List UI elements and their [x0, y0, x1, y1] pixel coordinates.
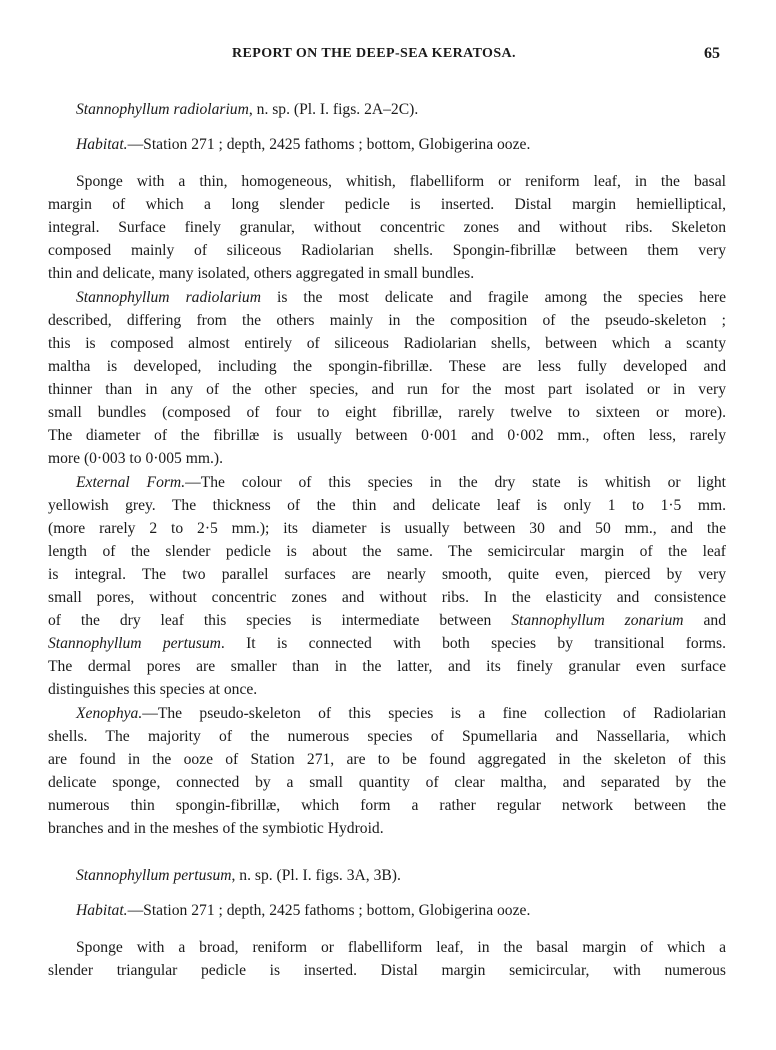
paragraph-line: (more rarely 2 to 2·5 mm.); its diameter is usually between 30 and 50 mm., and the	[48, 520, 726, 537]
species-name-inline: Stannophyllum zonarium	[511, 612, 684, 629]
paragraph-line: more (0·003 to 0·005 mm.).	[48, 450, 223, 467]
habitat-text: —Station 271 ; depth, 2425 fathoms ; bottom, Globigerina ooze.	[127, 136, 531, 153]
paragraph-line: The diameter of the fibrillæ is usually between 0·001 and 0·002 mm., often less, rarely	[48, 427, 726, 444]
paragraph-line: yellowish grey. The thickness of the thin and delicate leaf is only 1 to 1·5 mm.	[48, 497, 726, 514]
habitat-label: Habitat.	[76, 902, 128, 919]
habitat-label: Habitat.	[76, 136, 128, 153]
description-line: Sponge with a broad, reniform or flabelliform leaf, in the basal margin of which a	[76, 939, 726, 956]
paragraph-text: of the dry leaf this species is intermediate between	[48, 612, 512, 629]
paragraph-text: . It is connected with both species by transitional forms.	[220, 635, 726, 652]
paragraph-line: thinner than in any of the other species, and run for the most part isolated or in very	[48, 381, 726, 398]
habitat-line	[76, 901, 754, 921]
paragraph-line: numerous thin spongin-fibrillæ, which form a rather regular network between the	[48, 797, 726, 814]
running-title: REPORT ON THE DEEP-SEA KERATOSA.	[232, 46, 516, 61]
paragraph-text: and	[683, 612, 726, 629]
paragraph-line: small pores, without concentric zones and without ribs. In the elasticity and consistence	[48, 589, 726, 606]
paragraph-text: is the most delicate and fragile among the species here	[260, 289, 726, 306]
paragraph-line: length of the slender pedicle is about the same. The semicircular margin of the leaf	[48, 543, 726, 560]
xenophya-label: Xenophya.	[76, 705, 143, 722]
running-header	[0, 46, 776, 68]
description-line: margin of which a long slender pedicle is inserted. Distal margin hemielliptical,	[48, 196, 726, 213]
paragraph-line: distinguishes this species at once.	[48, 681, 258, 698]
page-number: 65	[704, 45, 720, 62]
paragraph-line: branches and in the meshes of the symbiotic Hydroid.	[48, 820, 384, 837]
paragraph-line	[48, 634, 726, 654]
external-form-line	[76, 473, 726, 493]
paragraph-line: maltha is developed, including the spongin-fibrillæ. These are less fully developed and	[48, 358, 726, 375]
species-figure-ref: , n. sp. (Pl. I. figs. 3A, 3B).	[231, 867, 401, 884]
xenophya-line	[76, 704, 726, 724]
description-line: composed mainly of siliceous Radiolarian shells. Spongin-fibrillæ between them very	[48, 242, 726, 259]
paragraph-line: The dermal pores are smaller than in the latter, and its finely granular even surface	[48, 658, 726, 675]
habitat-text: —Station 271 ; depth, 2425 fathoms ; bottom, Globigerina ooze.	[127, 902, 531, 919]
species-heading-pertusum	[76, 866, 754, 886]
description-line: slender triangular pedicle is inserted. Distal margin semicircular, with numerous	[48, 962, 726, 979]
description-line: Sponge with a thin, homogeneous, whitish, flabelliform or reniform leaf, in the basal	[76, 173, 726, 190]
paragraph-line: small bundles (composed of four to eight fibrillæ, rarely twelve to sixteen or more).	[48, 404, 726, 421]
habitat-line	[76, 135, 754, 155]
description-line: integral. Surface finely granular, without concentric zones and without ribs. Skeleton	[48, 219, 726, 236]
paragraph-line: this is composed almost entirely of siliceous Radiolarian shells, between which a scanty	[48, 335, 726, 352]
description-line: thin and delicate, many isolated, others aggregated in small bundles.	[48, 265, 475, 282]
paragraph-line: shells. The majority of the numerous species of Spumellaria and Nassellaria, which	[48, 728, 726, 745]
paragraph-line: is integral. The two parallel surfaces are nearly smooth, quite even, pierced by very	[48, 566, 726, 583]
species-heading-radiolarium	[76, 100, 754, 120]
species-name: Stannophyllum radiolarium	[76, 101, 249, 118]
species-name-inline: Stannophyllum pertusum	[48, 635, 221, 652]
paragraph-line: delicate sponge, connected by a small quantity of clear maltha, and separated by the	[48, 774, 726, 791]
species-name: Stannophyllum pertusum	[76, 867, 232, 884]
paragraph-line	[76, 288, 726, 308]
paragraph-line: are found in the ooze of Station 271, are to be found aggregated in the skeleton of this	[48, 751, 726, 768]
paragraph-text: —The colour of this species in the dry state is whitish or light	[185, 474, 726, 491]
paragraph-line	[48, 611, 726, 631]
species-figure-ref: , n. sp. (Pl. I. figs. 2A–2C).	[248, 101, 419, 118]
species-name-inline: Stannophyllum radiolarium	[76, 289, 261, 306]
paragraph-line: described, differing from the others mainly in the composition of the pseudo-skeleton ;	[48, 312, 726, 329]
external-form-label: External Form.	[76, 474, 186, 491]
paragraph-text: —The pseudo-skeleton of this species is a fine collection of Radiolarian	[142, 705, 726, 722]
